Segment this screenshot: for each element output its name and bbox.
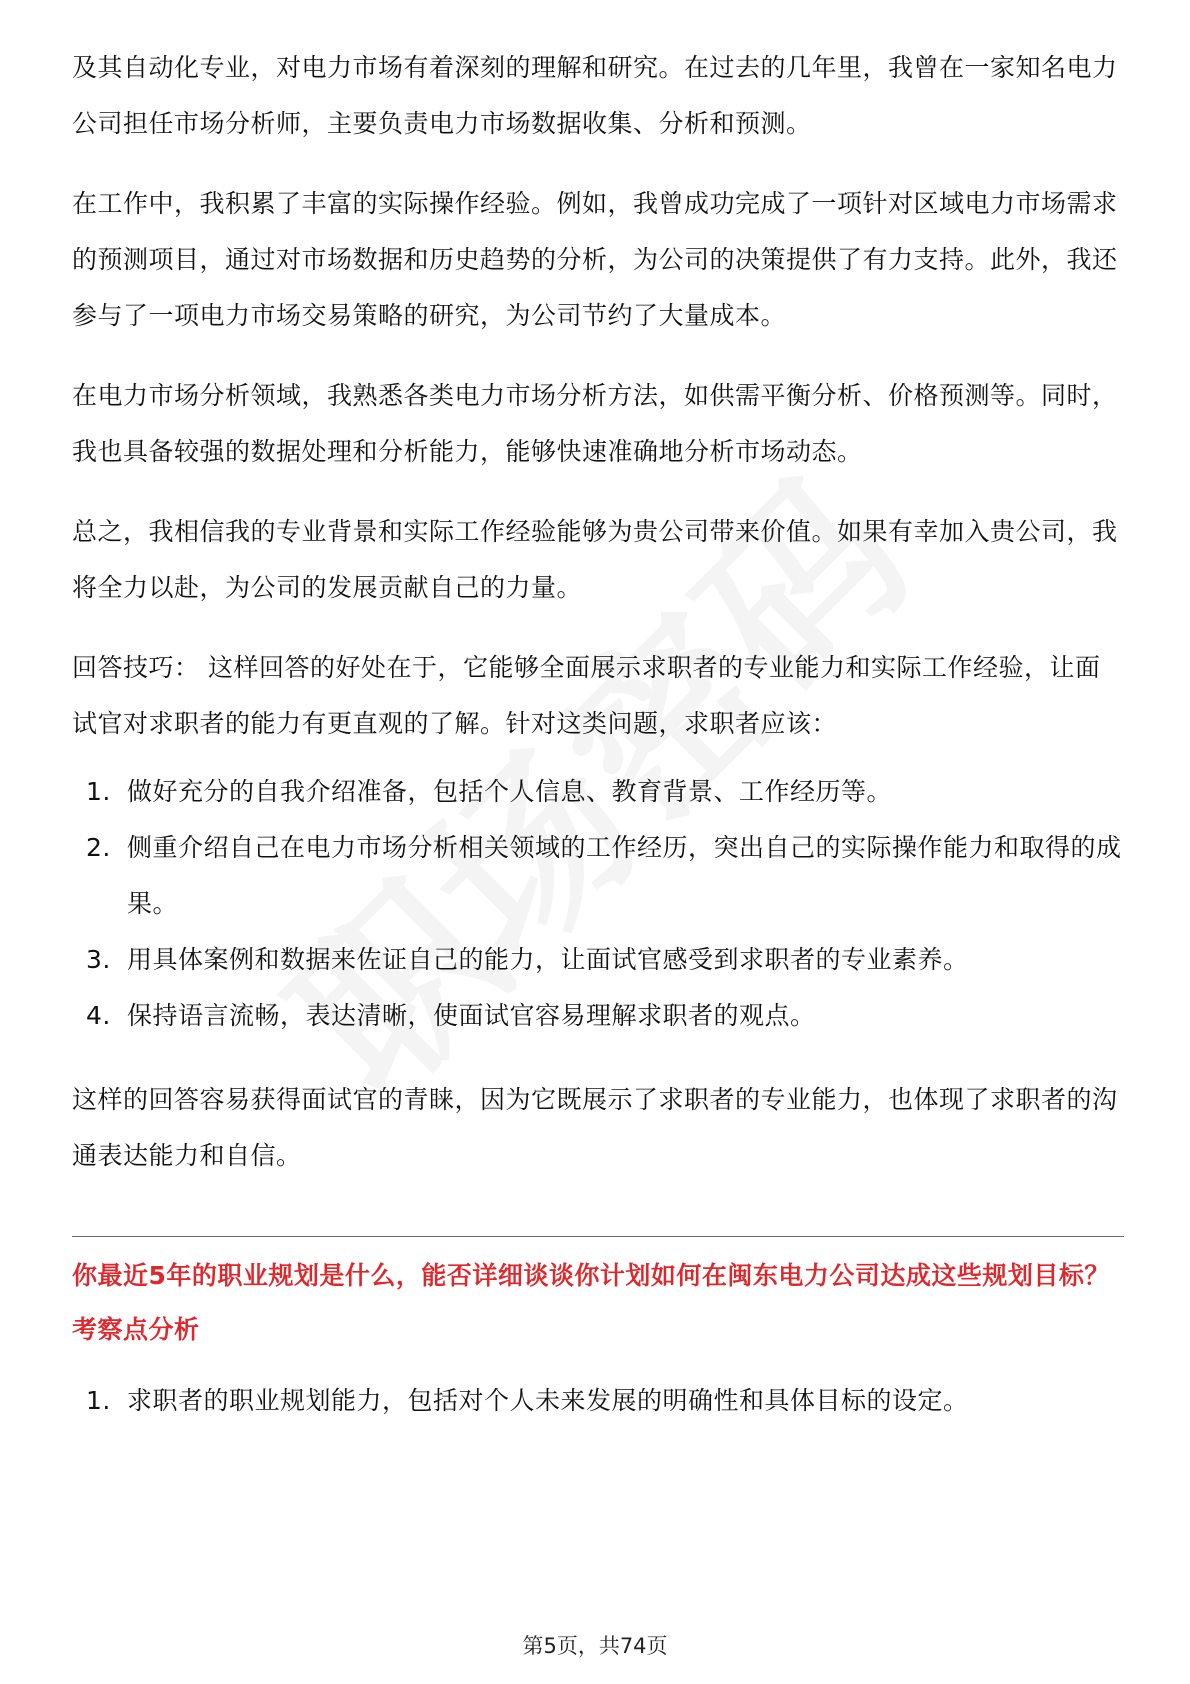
- paragraph-experience: 在工作中，我积累了丰富的实际操作经验。例如，我曾成功完成了一项针对区域电力市场需求的预测项目，通过对市场数据和历史趋势的分析，为公司的决策提供了有力支持。此外，我还参与了一项电力市场交易策略的研究，为公司节约了大量成本。: [72, 189, 1118, 330]
- list-item: [72, 988, 1124, 1044]
- paragraph-closing: 这样的回答容易获得面试官的青睐，因为它既展示了求职者的专业能力，也体现了求职者的沟通表达能力和自信。: [72, 1085, 1118, 1170]
- analysis-heading: 考察点分析: [72, 1315, 200, 1344]
- list-item: [72, 932, 1124, 988]
- list-text: 保持语言流畅，表达清晰，使面试官容易理解求职者的观点。: [127, 1001, 816, 1030]
- list-text: 求职者的职业规划能力，包括对个人未来发展的明确性和具体目标的设定。: [127, 1386, 969, 1415]
- interview-question: 你最近5年的职业规划是什么，能否详细谈谈你计划如何在闽东电力公司达成这些规划目标？: [72, 1261, 1110, 1290]
- paragraph-summary: 总之，我相信我的专业背景和实际工作经验能够为贵公司带来价值。如果有幸加入贵公司，我将全力以赴，为公司的发展贡献自己的力量。: [72, 517, 1118, 602]
- list-item: [72, 1373, 1124, 1429]
- document-page: [72, 40, 1124, 1457]
- list-number: 3.: [86, 945, 111, 974]
- list-number: 1.: [86, 1386, 111, 1415]
- paragraph-answer-tips: 回答技巧： 这样回答的好处在于，它能够全面展示求职者的专业能力和实际工作经验，让面试官对求职者的能力有更直观的了解。针对这类问题，求职者应该：: [72, 653, 1101, 738]
- section-divider: [72, 1236, 1124, 1237]
- list-item: [72, 820, 1124, 932]
- analysis-list: [72, 1373, 1124, 1429]
- list-number: 4.: [86, 1001, 111, 1030]
- tips-list: [72, 764, 1124, 1044]
- paragraph-skills: 在电力市场分析领域，我熟悉各类电力市场分析方法，如供需平衡分析、价格预测等。同时，我也具备较强的数据处理和分析能力，能够快速准确地分析市场动态。: [72, 381, 1118, 466]
- list-text: 侧重介绍自己在电力市场分析相关领域的工作经历，突出自己的实际操作能力和取得的成果。: [127, 833, 1122, 918]
- paragraph-background: 及其自动化专业，对电力市场有着深刻的理解和研究。在过去的几年里，我曾在一家知名电力公司担任市场分析师，主要负责电力市场数据收集、分析和预测。: [72, 53, 1118, 138]
- list-number: 1.: [86, 777, 111, 806]
- list-text: 做好充分的自我介绍准备，包括个人信息、教育背景、工作经历等。: [127, 777, 893, 806]
- list-text: 用具体案例和数据来佐证自己的能力，让面试官感受到求职者的专业素养。: [127, 945, 969, 974]
- list-number: 2.: [86, 833, 111, 862]
- page-footer: 第5页，共74页: [522, 1634, 668, 1658]
- list-item: [72, 764, 1124, 820]
